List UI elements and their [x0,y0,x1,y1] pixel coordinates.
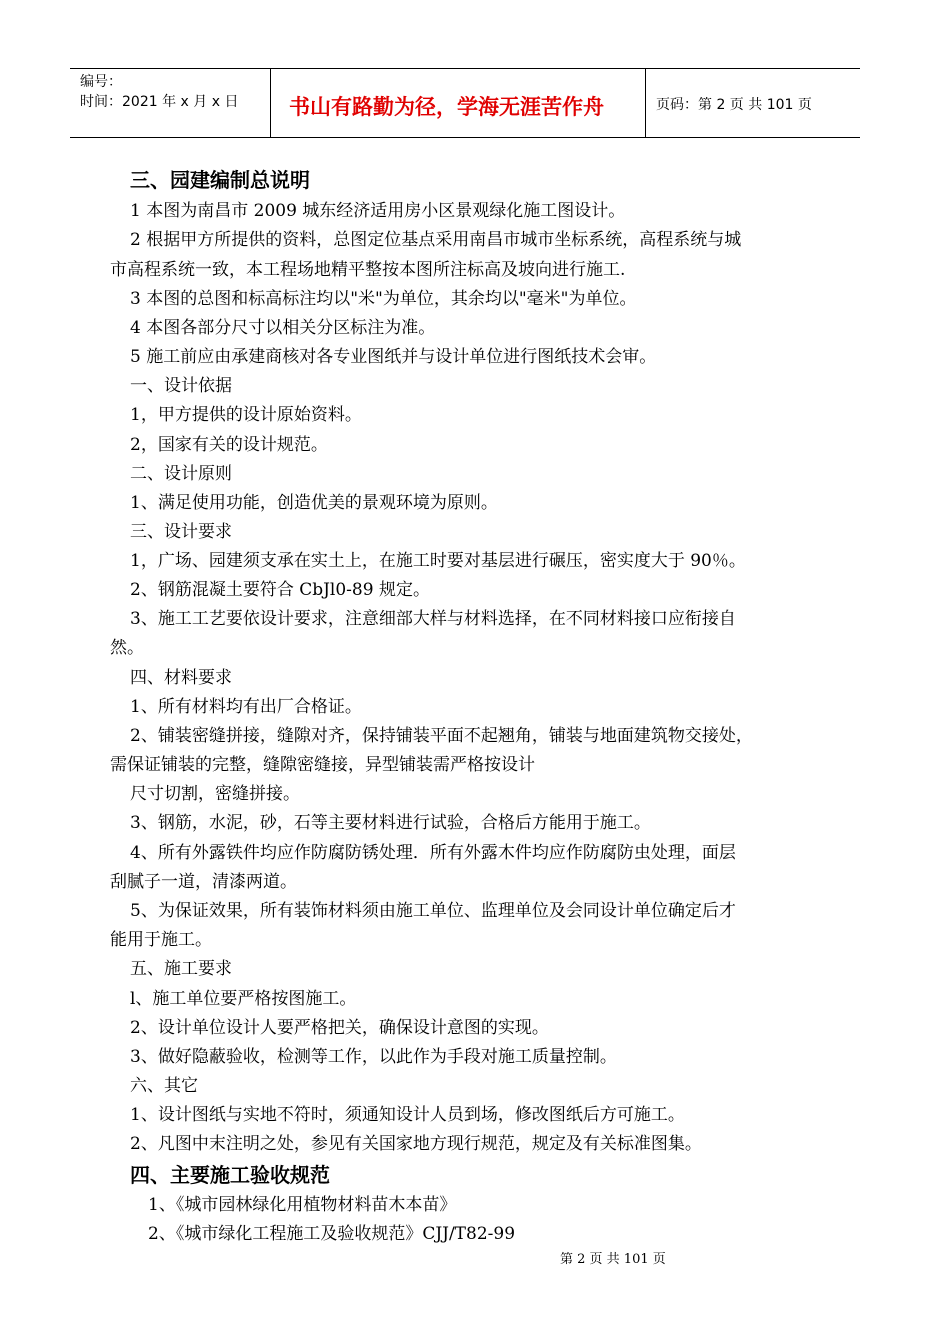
paragraph-line: 3、施工工艺要依设计要求，注意细部大样与材料选择，在不同材料接口应衔接自 [130,609,736,629]
paragraph-line: 4 本图各部分尺寸以相关分区标注为准。 [130,318,436,338]
paragraph-line: 1、所有材料均有出厂合格证。 [130,697,362,717]
paragraph-line: 1，广场、园建须支承在实土上，在施工时要对基层进行碾压，密实度大于 90％。 [130,551,746,571]
paragraph-line: 市高程系统一致，本工程场地精平整按本图所注标高及坡向进行施工. [110,260,626,280]
paragraph-line: 2、《城市绿化工程施工及验收规范》CJJ/T82-99 [148,1224,516,1244]
time-label: 时间：2021 年 x 月 x 日 [80,94,239,110]
subsection-heading: 一、设计依据 [130,376,232,396]
paragraph-line: 1、满足使用功能，创造优美的景观环境为原则。 [130,493,498,513]
paragraph-line: 2、钢筋混凝土要符合 CbJl0-89 规定。 [130,580,430,600]
paragraph-line: 5、为保证效果，所有装饰材料须由施工单位、监理单位及会同设计单位确定后才 [130,901,736,921]
subsection-heading: 五、施工要求 [130,959,232,979]
subsection-heading: 四、材料要求 [130,668,232,688]
paragraph-line: 2 根据甲方所提供的资料，总图定位基点采用南昌市城市坐标系统，高程系统与城 [130,230,742,250]
paragraph-line: 能用于施工。 [110,930,212,950]
paragraph-line: 1，甲方提供的设计原始资料。 [130,405,362,425]
subsection-heading: 二、设计原则 [130,464,232,484]
paragraph-line: 2、铺装密缝拼接，缝隙对齐，保持铺装平面不起翘角，铺装与地面建筑物交接处， [130,726,753,746]
header-motto-cell [271,69,646,137]
subsection-heading: 六、其它 [130,1076,198,1096]
paragraph-line: 2，国家有关的设计规范。 [130,435,328,455]
paragraph-line: 刮腻子一道，清漆两道。 [110,872,297,892]
paragraph-line: 1 本图为南昌市 2009 城东经济适用房小区景观绿化施工图设计。 [130,201,626,221]
header-meta [70,69,271,137]
page-info: 页码：第 2 页 共 101 页 [656,97,812,113]
page-footer: 第 2 页 共 101 页 [560,1252,666,1267]
page-header [70,68,860,138]
paragraph-line: 4、所有外露铁件均应作防腐防锈处理．所有外露木件均应作防腐防虫处理，面层 [130,843,736,863]
paragraph-line: 3、钢筋，水泥，砂，石等主要材料进行试验，合格后方能用于施工。 [130,813,651,833]
paragraph-line: 2、凡图中末注明之处，参见有关国家地方现行规范，规定及有关标准图集。 [130,1134,702,1154]
subsection-heading: 三、设计要求 [130,522,232,542]
section-heading: 三、园建编制总说明 [130,168,310,192]
motto: 书山有路勤为径，学海无涯苦作舟 [289,95,604,119]
paragraph-line: 3、做好隐蔽验收，检测等工作，以此作为手段对施工质量控制。 [130,1047,617,1067]
paragraph-line: 需保证铺装的完整，缝隙密缝接，异型铺装需严格按设计 [110,755,535,775]
section-heading: 四、主要施工验收规范 [130,1163,330,1187]
paragraph-line: 3 本图的总图和标高标注均以"米"为单位，其余均以"毫米"为单位。 [130,289,637,309]
paragraph-line: 1、设计图纸与实地不符时，须通知设计人员到场，修改图纸后方可施工。 [130,1105,685,1125]
paragraph-line: 然。 [110,638,144,658]
paragraph-line: 5 施工前应由承建商核对各专业图纸并与设计单位进行图纸技术会审。 [130,347,657,367]
paragraph-line: l、施工单位要严格按图施工。 [130,989,357,1009]
paragraph-line: 2、设计单位设计人要严格把关，确保设计意图的实现。 [130,1018,549,1038]
header-page-cell [646,69,860,137]
number-label: 编号： [80,74,122,90]
paragraph-line: 1、《城市园林绿化用植物材料苗木本苗》 [148,1195,457,1215]
paragraph-line: 尺寸切割，密缝拼接。 [130,784,300,804]
